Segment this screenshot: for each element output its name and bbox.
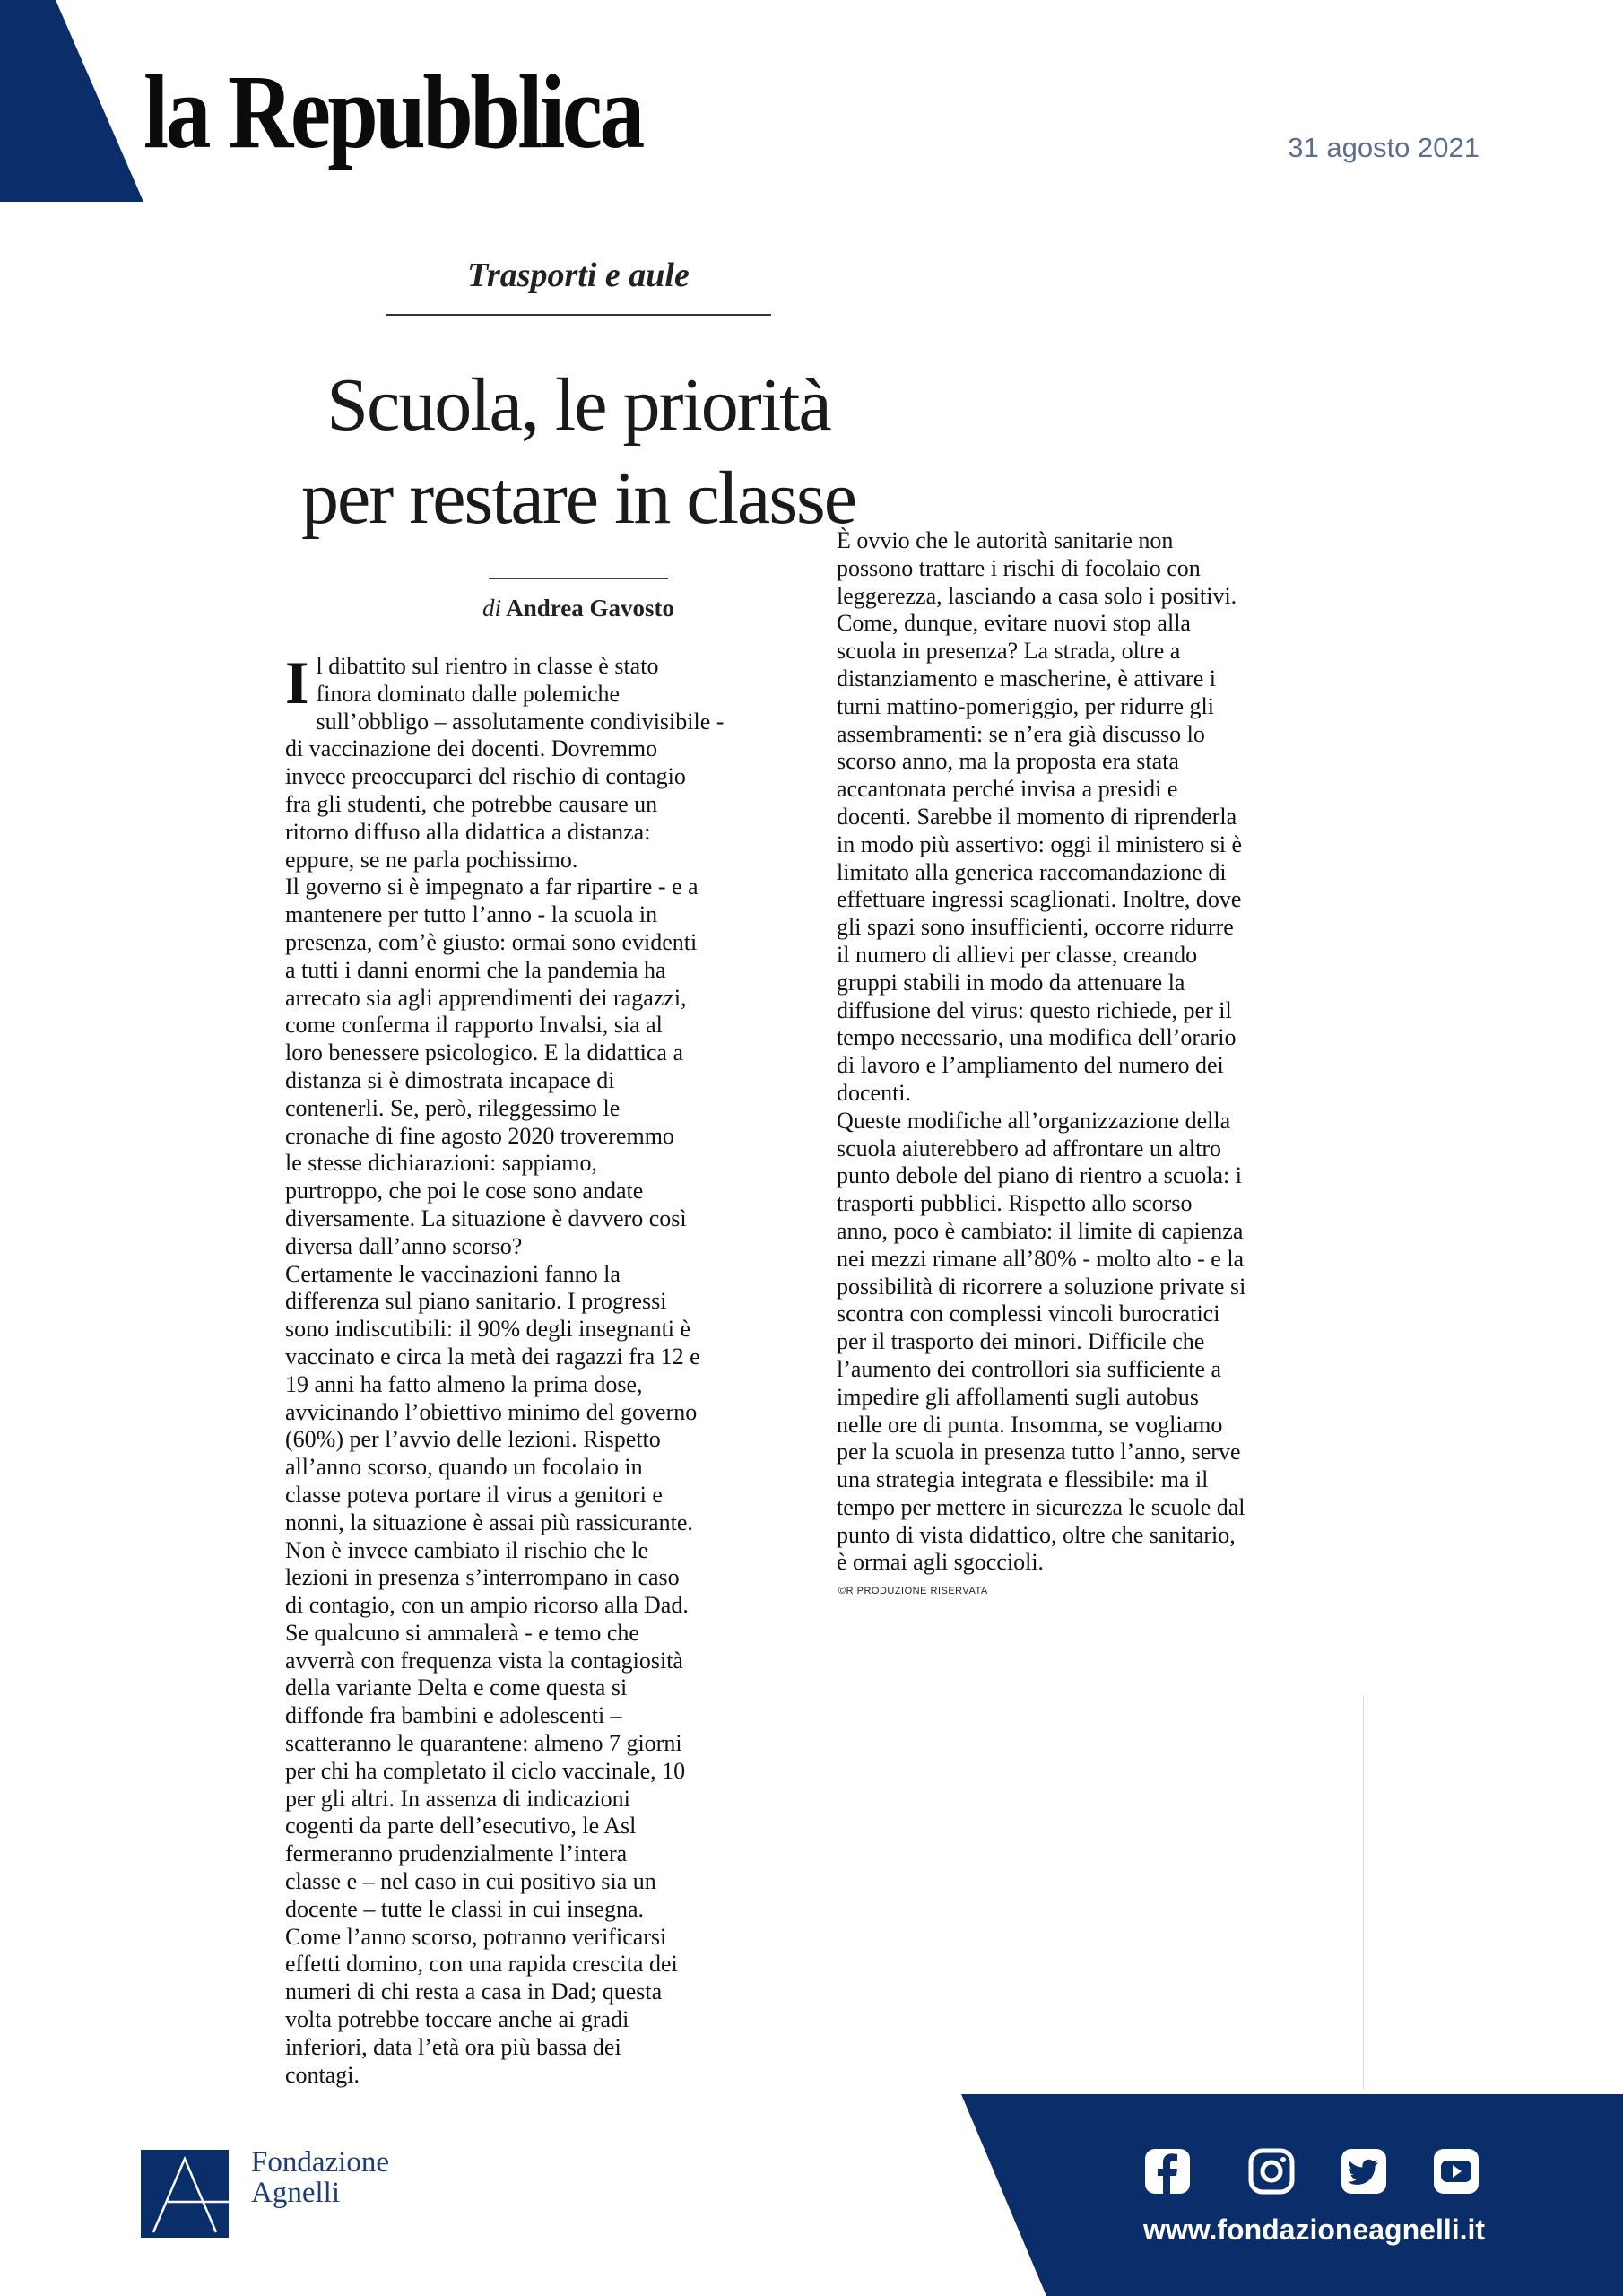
byline-divider bbox=[489, 578, 668, 579]
instagram-icon[interactable] bbox=[1247, 2147, 1296, 2196]
article-kicker: Trasporti e aule bbox=[467, 257, 690, 294]
drop-cap: I bbox=[285, 648, 309, 717]
headline-line-2: per restare in classe bbox=[301, 457, 855, 540]
byline-author: Andrea Gavosto bbox=[506, 595, 675, 622]
twitter-icon[interactable] bbox=[1340, 2147, 1388, 2196]
left-column-text: l dibattito sul rientro in classe è stato finora dominato dalle polemiche sull’obbligo – assolutamente condivisibile - di vaccinazione dei docenti. Dovremmo invece preoccuparci del rischio di contagio fra gli studenti, che potrebbe causare un ritorno diffuso alla didattica a distanza: eppure, se ne parla pochissimo. Il governo si è impegnato a far ripartire - e a mantenere per tutto l’anno - la scuola in presenza, com’è giusto: ormai sono evidenti a tutti i danni enormi che la pandemia ha arrecato sia agli apprendimenti dei ragazzi, come conferma il rapporto Invalsi, sia al loro benessere psicologico. E la didattica a distanza si è dimostrata incapace di contenerli. Se, però, rileggessimo le cronache di fine agosto 2020 troveremmo le stesse dichiarazioni: sappiamo, purtroppo, che poi le cose sono andate diversamente. La situazione è davvero così diversa dall’anno scorso? Certamente le vaccinazioni fanno la differenza sul piano sanitario. I progressi sono indiscutibili: il 90% degli insegnanti è vaccinato e circa la metà dei ragazzi fra 12 e 19 anni ha fatto almeno la prima dose, avvicinando l’obiettivo minimo del governo (60%) per l’avvio delle lezioni. Rispetto all’anno scorso, quando un focolaio in classe poteva portare il virus a genitori e nonni, la situazione è assai più rassicurante. Non è invece cambiato il rischio che le lezioni in presenza s’interrompano in caso di contagio, con un ampio ricorso alla Dad. Se qualcuno si ammalerà - e temo che avverrà con frequenza vista la contagiosità della variante Delta e come questa si diffonde fra bambini e adolescenti – scatteranno le quarantene: almeno 7 giorni per chi ha completato il ciclo vaccinale, 10 per gli altri. In assenza di indicazioni cogenti da parte dell’esecutivo, le Asl fermeranno prudenzialmente l’intera classe e – nel caso in cui positivo sia un docente – tutte le classi in cui insegna. Come l’anno scorso, potranno verificarsi effetti domino, con una rapida crescita dei numeri di chi resta a casa in Dad; questa volta potrebbe toccare anche ai gradi inferiori, data l’età ora più bassa dei contagi. bbox=[285, 653, 725, 2088]
youtube-icon[interactable] bbox=[1432, 2147, 1480, 2196]
article-column-right bbox=[837, 527, 1375, 1577]
article-column-left bbox=[285, 648, 823, 2089]
newspaper-masthead: la Repubblica bbox=[143, 53, 642, 170]
website-link[interactable]: www.fondazioneagnelli.it bbox=[1143, 2213, 1486, 2246]
article-headline bbox=[260, 359, 897, 545]
kicker-divider bbox=[386, 314, 771, 316]
headline-line-1: Scuola, le priorità bbox=[326, 363, 830, 447]
logo-wordmark[interactable] bbox=[251, 2147, 389, 2208]
facebook-icon[interactable] bbox=[1143, 2147, 1192, 2196]
publication-date: 31 agosto 2021 bbox=[1288, 132, 1480, 163]
byline-prefix: di bbox=[482, 595, 501, 622]
right-column-text: È ovvio che le autorità sanitarie non possono trattare i rischi di focolaio con leggerezza, lasciando a casa solo i positivi. Come, dunque, evitare nuovi stop alla scuola in presenza? La strada, oltre a distanziamento e mascherine, è attivare i turni mattino-pomeriggio, per ridurre gli assembramenti: se n’era già discusso lo scorso anno, ma la proposta era stata accantonata perché invisa a presidi e docenti. Sarebbe il momento di riprenderla in modo più assertivo: oggi il ministero si è limitato alla generica raccomandazione di effettuare ingressi scaglionati. Inoltre, dove gli spazi sono insufficienti, occorre ridurre il numero di allievi per classe, creando gruppi stabili in modo da attenuare la diffusione del virus: questo richiede, per il tempo necessario, una modifica dell’orario di lavoro e l’ampliamento del numero dei docenti. Queste modifiche all’organizzazione della scuola aiuterebbero ad affrontare un altro punto debole del piano di rientro a scuola: i trasporti pubblici. Rispetto allo scorso anno, poco è cambiato: il limite di capienza nei mezzi rimane all’80% - molto alto - e la possibilità di ricorrere a soluzione private si scontra con complessi vincoli burocratici per il trasporto dei minori. Difficile che l’aumento dei controllori sia sufficiente a impedire gli affollamenti sugli autobus nelle ore di punta. Insomma, se vogliamo per la scuola in presenza tutto l’anno, serve una strategia integrata e flessibile: ma il tempo per mettere in sicurezza le scuole dal punto di vista didattico, oltre che sanitario, è ormai agli sgoccioli. bbox=[837, 527, 1246, 1576]
logo-a-icon bbox=[141, 2150, 229, 2238]
logo-line-1: Fondazione bbox=[251, 2146, 389, 2179]
page-divider bbox=[1363, 1695, 1364, 2090]
article-byline bbox=[260, 595, 897, 622]
logo-line-2: Agnelli bbox=[251, 2177, 340, 2209]
header-corner-shape bbox=[0, 0, 143, 202]
fondazione-agnelli-logo[interactable] bbox=[141, 2150, 229, 2238]
copyright-notice: ©RIPRODUZIONE RISERVATA bbox=[838, 1586, 988, 1596]
